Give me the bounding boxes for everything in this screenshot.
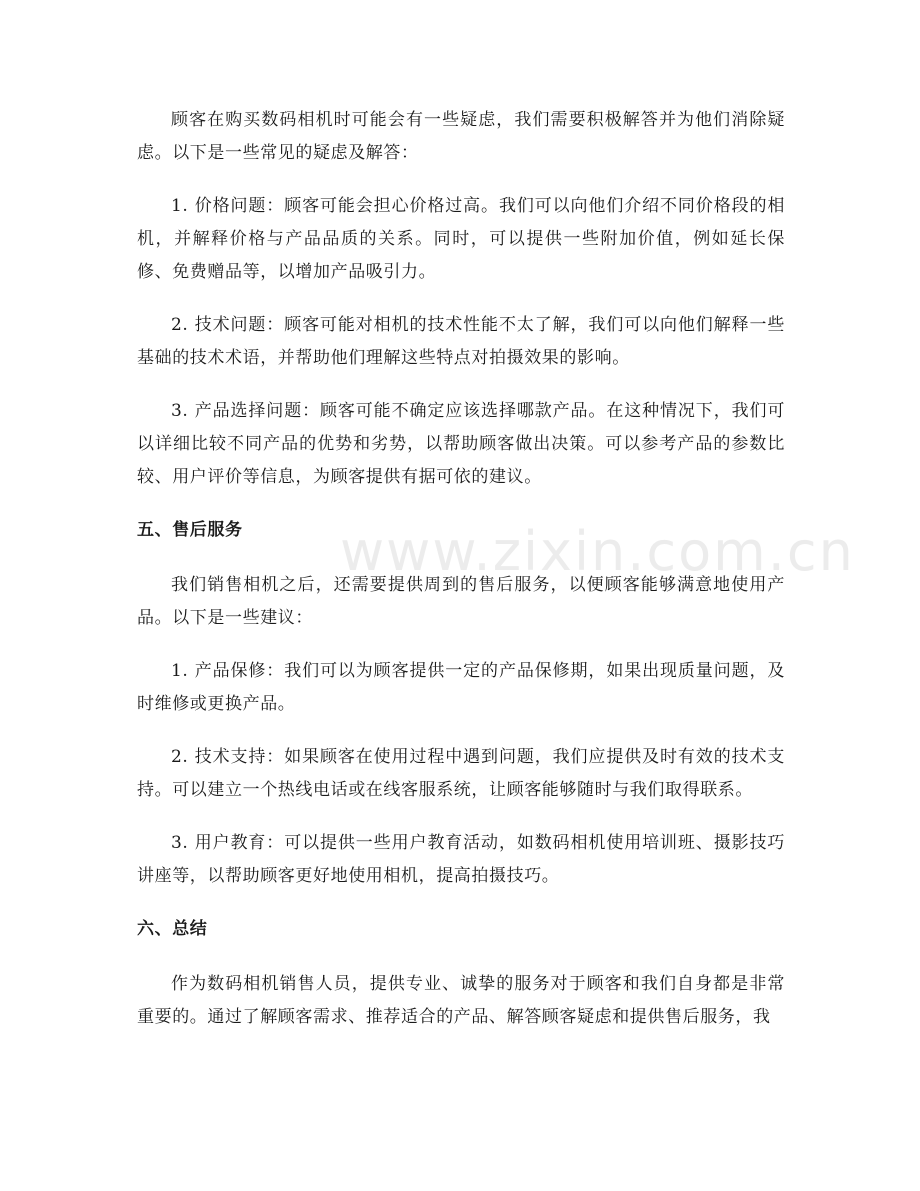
paragraph-technical-issue: 2. 技术问题：顾客可能对相机的技术性能不太了解，我们可以向他们解释一些基础的技术术语，并帮助他们理解这些特点对拍摄效果的影响。 <box>137 315 785 368</box>
paragraph-user-education: 3. 用户教育：可以提供一些用户教育活动，如数码相机使用培训班、摄影技巧讲座等，以帮助顾客更好地使用相机，提高拍摄技巧。 <box>137 833 785 886</box>
paragraph-warranty: 1. 产品保修：我们可以为顾客提供一定的产品保修期，如果出现质量问题，及时维修或更换产品。 <box>137 661 785 714</box>
paragraph-tech-support: 2. 技术支持：如果顾客在使用过程中遇到问题，我们应提供及时有效的技术支持。可以建立一个热线电话或在线客服系统，让顾客能够随时与我们取得联系。 <box>137 747 785 800</box>
paragraph-product-choice-issue: 3. 产品选择问题：顾客可能不确定应该选择哪款产品。在这种情况下，我们可以详细比较不同产品的优势和劣势，以帮助顾客做出决策。可以参考产品的参数比较、用户评价等信息，为顾客提供有据可依的建议。 <box>137 401 785 487</box>
watermark: www.zixin.com.cn <box>340 520 855 583</box>
document-body <box>137 104 785 1054</box>
section-heading-summary: 六、总结 <box>137 919 208 939</box>
paragraph-summary: 作为数码相机销售人员，提供专业、诚挚的服务对于顾客和我们自身都是非常重要的。通过了解顾客需求、推荐适合的产品、解答顾客疑虑和提供售后服务，我 <box>137 974 785 1027</box>
paragraph-after-sales-intro: 我们销售相机之后，还需要提供周到的售后服务，以便顾客能够满意地使用产品。以下是一些建议： <box>137 575 785 628</box>
section-heading-after-sales: 五、售后服务 <box>137 520 243 540</box>
paragraph-doubts-intro: 顾客在购买数码相机时可能会有一些疑虑，我们需要积极解答并为他们消除疑虑。以下是一些常见的疑虑及解答： <box>137 110 785 163</box>
paragraph-price-issue: 1. 价格问题：顾客可能会担心价格过高。我们可以向他们介绍不同价格段的相机，并解释价格与产品品质的关系。同时，可以提供一些附加价值，例如延长保修、免费赠品等，以增加产品吸引力。 <box>137 196 785 282</box>
